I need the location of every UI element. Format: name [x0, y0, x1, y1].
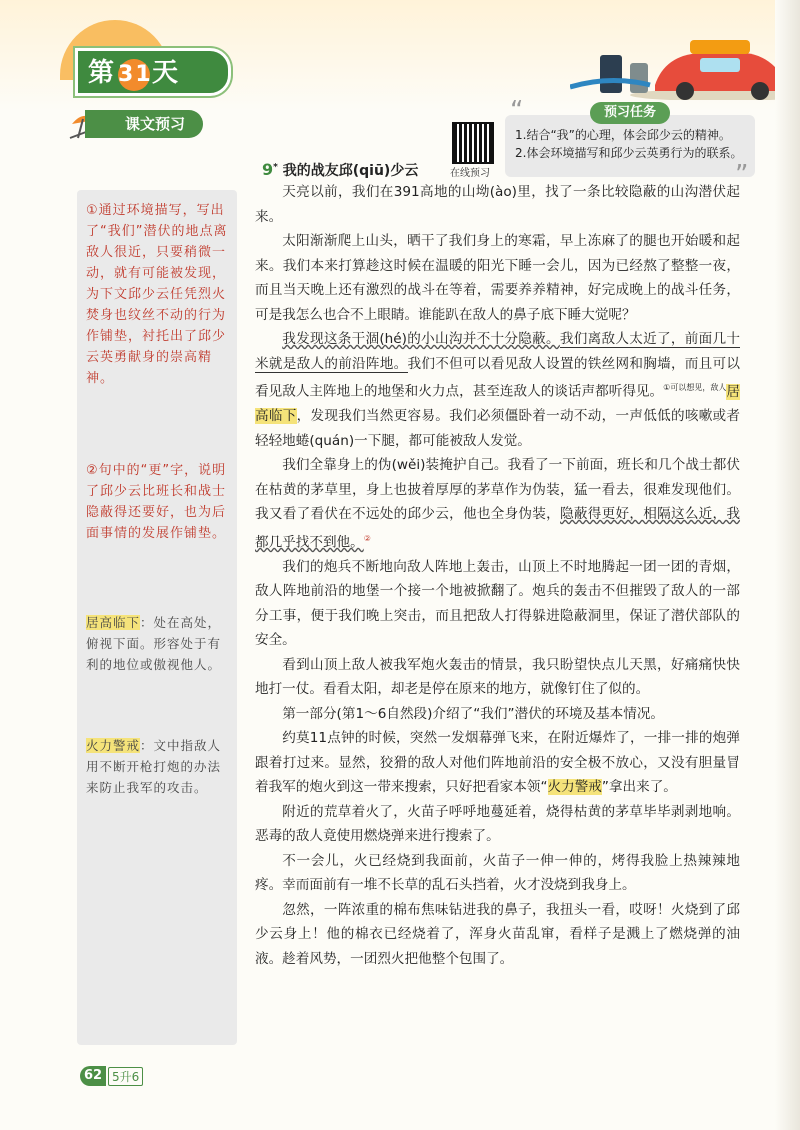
underlined-text: 我们离敌人太近了，前面几十米就是敌人的前沿阵地。	[255, 331, 741, 372]
paragraph	[255, 327, 740, 453]
definition-text: ：处在高处，俯视下面。形容处于有利的地位或傲视他人。	[86, 615, 222, 672]
lesson-title: 9* 我的战友邱(qiū)少云	[262, 160, 419, 179]
definition-text: ：文中指敌人用不断开枪打炮的办法来防止我军的攻击。	[86, 738, 222, 795]
travel-car-illustration-icon	[570, 25, 800, 100]
page-number: 62	[80, 1066, 106, 1086]
task-item-1: 1.结合“我”的心理，体会邱少云的精神。	[515, 128, 731, 142]
lesson-number: 9	[262, 160, 274, 179]
paragraph: 忽然，一阵浓重的棉布焦味钻进我的鼻子，我扭头一看，哎呀！火烧到了邱少云身上！他的棉衣已经烧着了，浑身火苗乱窜，看样子是溅上了燃烧弹的油液。趁着风势，一团烈火把他整个包围了。	[255, 901, 740, 967]
annotation-note-2: ②句中的“更”字，说明了邱少云比班长和战士隐蔽得还要好，也为后面事情的发展作铺垫。	[86, 463, 227, 541]
paragraph	[255, 453, 740, 555]
paragraph: 天亮以前，我们在391高地的山坳(ào)里，找了一条比较隐蔽的山沟潜伏起来。	[255, 184, 740, 225]
paragraph: 附近的荒草着火了，火苗子呼呼地蔓延着，烧得枯黄的茅草毕毕剥剥地响。恶毒的敌人竟使用燃烧弹来进行搜索了。	[255, 803, 740, 845]
task-title: 预习任务	[590, 102, 670, 124]
definition-term: 火力警戒	[86, 738, 141, 753]
paragraph: 太阳渐渐爬上山头，晒干了我们身上的寒霜，早上冻麻了的腿也开始暖和起来。我们本来打算趁这时候在温暖的阳光下睡一会儿，因为已经熬了整整一夜，而且当天晚上还有激烈的战斗在等着，需要养养精神，好完成晚上的战斗任务，可是我怎么也合不上眼睛。谁能趴在敌人的鼻子底下睡大觉呢？	[255, 233, 740, 323]
task-item-2: 2.体会环境描写和邱少云英勇行为的联系。	[515, 146, 743, 160]
open-quote-icon: “	[510, 96, 524, 126]
page-spine-shadow	[775, 0, 800, 1130]
day-suffix: 天	[152, 58, 181, 88]
day-title	[88, 52, 180, 91]
paragraph: 我们的炮兵不断地向敌人阵地上轰击，山顶上不时地腾起一团一团的青烟，敌人阵地前沿的地堡一个接一个地被掀翻了。炮兵的轰击不但摧毁了敌人的一部分工事，便于我们晚上突击，而且把敌人打得躲进隐蔽洞里，保证了潜伏部队的安全。	[255, 558, 740, 649]
close-quote-icon: ”	[735, 160, 749, 190]
text: 我们不但可以看见敌人设置的铁丝网和胸墙，而且可以看见敌人主阵地上的地堡和火力点，甚至连敌人的谈话声都听得见。	[255, 355, 741, 400]
highlighted-term: 居高临下	[255, 383, 741, 425]
text: 约莫11点钟的时候，突然一发烟幕弹飞来，在附近爆炸了，一排一排的炮弹跟着打过来。显然，狡猾的敌人对他们阵地前沿的安全极不放心，又没有胆量冒着我军的炮火到这一带来搜索，只好把看家本领“	[255, 730, 740, 796]
wavy-underline-text: 我发现这条干涸(hé)的小山沟并不十分隐蔽。	[282, 331, 560, 347]
article-body	[255, 180, 740, 971]
text: ”拿出来了。	[601, 779, 677, 796]
qr-label: 在线预习	[450, 168, 490, 179]
section-label: 课文预习	[125, 115, 186, 133]
highlighted-term: 火力警戒	[547, 779, 602, 796]
note-ref: ①可以想见，敌人	[663, 383, 727, 392]
note-ref: ②	[363, 533, 371, 543]
paragraph: 不一会儿，火已经烧到我面前，火苗子一伸一伸的，烤得我脸上热辣辣地疼。幸而面前有一堆不长草的乱石头挡着，火才没烧到我身上。	[255, 852, 740, 894]
grade-label: 5升6	[108, 1067, 143, 1086]
definition-term: 居高临下	[86, 615, 141, 630]
paragraph: 看到山顶上敌人被我军炮火轰击的情景，我只盼望快点儿天黑，好痛痛快快地打一仗。看看太阳，却老是停在原来的地方，就像钉住了似的。	[255, 656, 740, 698]
paragraph	[255, 726, 740, 800]
day-prefix: 第	[88, 58, 117, 88]
annotation-note-1: ①通过环境描写，写出了“我们”潜伏的地点离敌人很近，只要稍微一动，就有可能被发现，为下文邱少云任凭烈火焚身也纹丝不动的行为作铺垫，衬托出了邱少云英勇献身的崇高精神。	[86, 203, 228, 386]
definition-fire-alert	[86, 735, 232, 798]
text: 我们全靠身上的伪(wěi)装掩护自己。我看了一下前面，班长和几个战士都伏在枯黄的茅草里，身上也披着厚厚的茅草作为伪装，猛一看去，很难发现他们。我又看了看伏在不远处的邱少云，他也全身伪装，	[255, 457, 740, 523]
section-summary: 第一部分(第1～6自然段)介绍了“我们”潜伏的环境及基本情况。	[282, 705, 665, 722]
text: ，发现我们当然更容易。我们必须僵卧着一动不动，一声低低的咳嗽或者轻轻地蜷(quán)一下腿，都可能被敌人发觉。	[255, 408, 741, 449]
definition-high-position	[86, 612, 232, 675]
day-number: 31	[118, 59, 150, 91]
lesson-title-text: 我的战友邱(qiū)少云	[282, 163, 419, 179]
qr-code-icon[interactable]	[452, 122, 494, 164]
wavy-underline-text: 隐蔽得更好，相隔这么近，我都几乎找不到他。	[255, 506, 741, 551]
